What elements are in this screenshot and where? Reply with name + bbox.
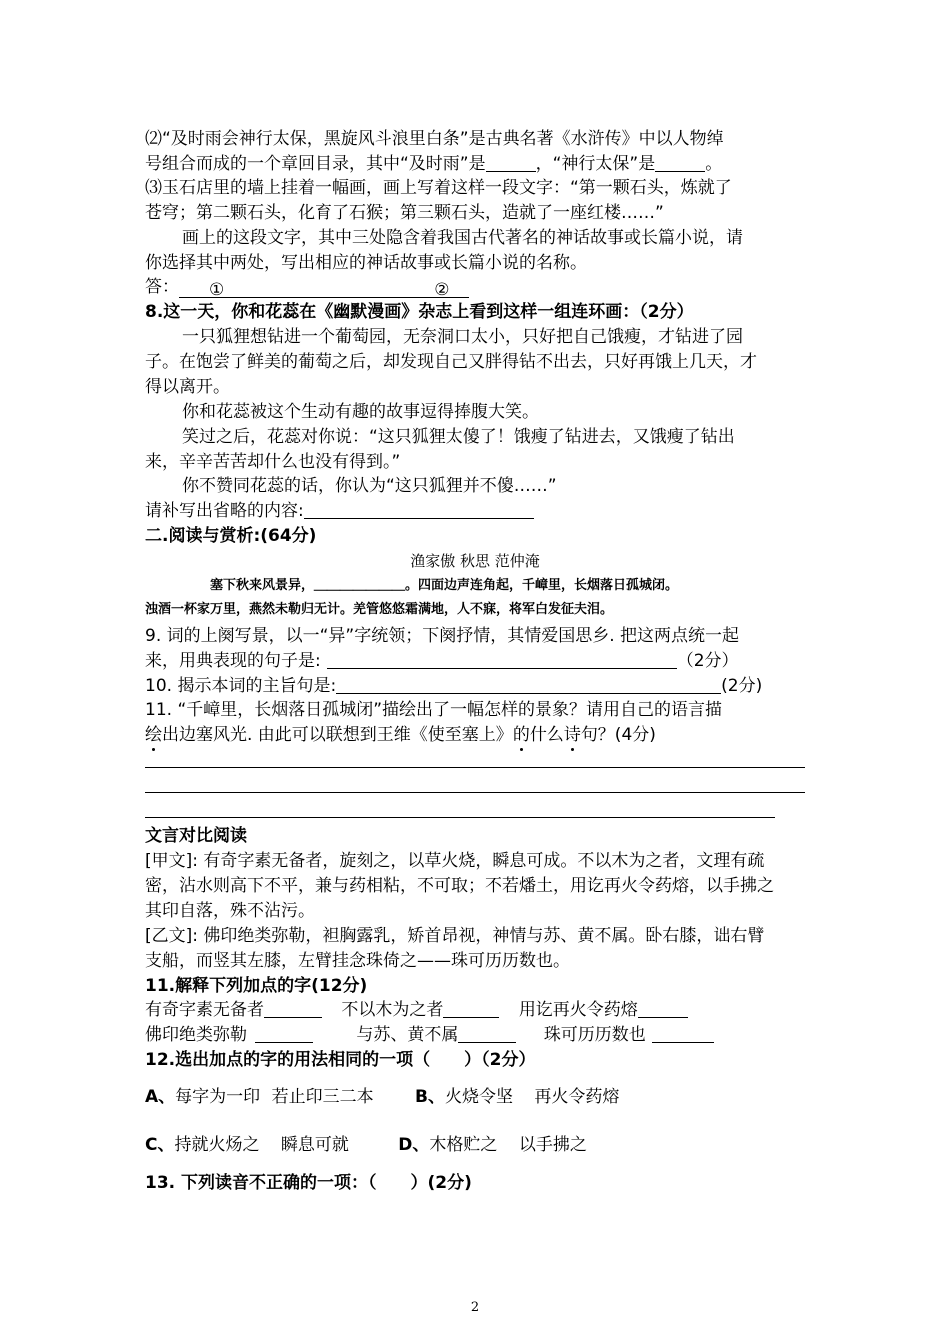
q7-3-line-4: 你选择其中两处，写出相应的神话故事或长篇小说的名称。 bbox=[145, 253, 587, 273]
q11-line-2: 绘出边塞风光. 由此可以联想到王维《使至塞上》的什么诗句？(4分) bbox=[145, 725, 656, 745]
answer-blank[interactable]: ① ② bbox=[179, 279, 469, 298]
blank-5[interactable] bbox=[458, 1024, 516, 1043]
poem-line-2: 浊酒一杯家万里，燕然未勒归无计。羌管悠悠霜满地，人不寐，将军白发征夫泪。 bbox=[145, 602, 614, 617]
q8-line-1: 8.这一天，你和花蕊在《幽默漫画》杂志上看到这样一组连环画：（2分） bbox=[145, 302, 694, 322]
blank-4[interactable] bbox=[255, 1024, 313, 1043]
q7-3-line-2: 苍穹；第二颗石头，化育了石猴；第三颗石头，造就了一座红楼……” bbox=[145, 203, 664, 223]
poem-line-1: 塞下秋来风景异，＿＿＿＿＿＿＿。四面边声连角起，千嶂里，长烟落日孤城闭。 bbox=[210, 578, 679, 593]
q12-heading: 12.选出加点的字的用法相同的一项（ ）（2分） bbox=[145, 1050, 536, 1070]
q11b-row-2: 佛印绝类弥勒 与苏、黄不属 珠可历历数也 bbox=[145, 1024, 714, 1046]
q8-line-8: 你不赞同花蕊的话，你认为“这只狐狸并不傻……” bbox=[182, 476, 557, 496]
q9-answer-blank[interactable] bbox=[327, 650, 677, 669]
q8-line-5: 你和花蕊被这个生动有趣的故事逗得捧腹大笑。 bbox=[182, 402, 539, 422]
jia-line-1: [甲文]: 有奇字素无备者，旋刻之，以草火烧，瞬息可成。不以木为之者，文理有疏 bbox=[145, 851, 765, 871]
classical-reading-heading: 文言对比阅读 bbox=[145, 826, 247, 846]
jia-line-3: 其印自落，殊不沾污。 bbox=[145, 901, 315, 921]
jia-line-2: 密，沾水则高下不平，兼与药相粘，不可取；不若燔土，用讫再火令药熔，以手拂之 bbox=[145, 876, 774, 896]
q11-line-1: 11. “千嶂里，长烟落日孤城闭”描绘出了一幅怎样的景象？请用自己的语言描 bbox=[145, 700, 723, 720]
q11b-heading: 11.解释下列加点的字(12分) bbox=[145, 976, 368, 996]
q13-line: 13. 下列读音不正确的一项：（ ）(2分) bbox=[145, 1173, 472, 1193]
q8-line-4: 得以离开。 bbox=[145, 377, 230, 397]
q8-line-7: 来，辛辛苦苦却什么也没有得到。” bbox=[145, 452, 401, 472]
q8-line-2: 一只狐狸想钻进一个葡萄园，无奈洞口太小，只好把自己饿瘦，才钻进了园 bbox=[182, 327, 743, 347]
q7-answer-line: 答： ① ② bbox=[145, 276, 469, 298]
page-number: 2 bbox=[470, 1300, 480, 1315]
yi-line-1: [乙文]: 佛印绝类弥勒，袒胸露乳，矫首昂视，神情与苏、黄不属。卧右膝，诎右臂 bbox=[145, 926, 765, 946]
q7-3-line-1: ⑶玉石店里的墙上挂着一幅画，画上写着这样一段文字：“第一颗石头，炼就了 bbox=[145, 178, 732, 198]
q8-answer-blank[interactable] bbox=[304, 500, 534, 519]
q12-option-a-b: A、每字为一印 若止印三二本 B、火烧令坚 再火令药熔 bbox=[145, 1087, 620, 1107]
q11-answer-line-1[interactable] bbox=[145, 767, 805, 768]
q10-line: 10. 揭示本词的主旨句是: (2分) bbox=[145, 676, 763, 696]
q9-line-2: 来，用典表现的句子是: （2分） bbox=[145, 651, 739, 671]
q7-3-line-3: 画上的这段文字，其中三处隐含着我国古代著名的神话故事或长篇小说，请 bbox=[182, 228, 743, 248]
q8-line-9: 请补写出省略的内容: bbox=[145, 500, 534, 522]
q8-line-6: 笑过之后，花蕊对你说：“这只狐狸太傻了！饿瘦了钻进去，又饿瘦了钻出 bbox=[182, 427, 735, 447]
section-2-heading: 二.阅读与赏析:(64分) bbox=[145, 526, 317, 546]
blank-shenxingtaibao[interactable] bbox=[655, 153, 705, 172]
blank-1[interactable] bbox=[264, 999, 322, 1018]
q7-2-line-1: ⑵“及时雨会神行太保，黑旋风斗浪里白条”是古典名著《水浒传》中以人物绰 bbox=[145, 129, 724, 149]
q12-option-c-d: C、持就火炀之 瞬息可就 D、木格贮之 以手拂之 bbox=[145, 1135, 587, 1155]
q11-answer-line-2[interactable] bbox=[145, 792, 805, 793]
blank-6[interactable] bbox=[652, 1024, 714, 1043]
blank-3[interactable] bbox=[638, 999, 688, 1018]
q11b-row-1: 有奇字素无备者 不以木为之者 用讫再火令药熔 bbox=[145, 999, 688, 1021]
yi-line-2: 支船，而竖其左膝，左臂挂念珠倚之——珠可历历数也。 bbox=[145, 951, 570, 971]
poem-title: 渔家傲 秋思 范仲淹 bbox=[410, 552, 540, 570]
blank-2[interactable] bbox=[443, 999, 499, 1018]
q10-answer-blank[interactable] bbox=[336, 675, 721, 694]
q7-2-line-2: 号组合而成的一个章回目录，其中“及时雨”是 ，“神行太保”是 。 bbox=[145, 154, 723, 174]
q8-line-3: 子。在饱尝了鲜美的葡萄之后，却发现自己又胖得钻不出去，只好再饿上几天，才 bbox=[145, 352, 757, 372]
blank-jishiyu[interactable] bbox=[486, 153, 536, 172]
q9-line-1: 9. 词的上阕写景，以一“异”字统领；下阕抒情，其情爱国思乡. 把这两点统一起 bbox=[145, 626, 740, 646]
q11-answer-line-3[interactable] bbox=[145, 817, 775, 818]
